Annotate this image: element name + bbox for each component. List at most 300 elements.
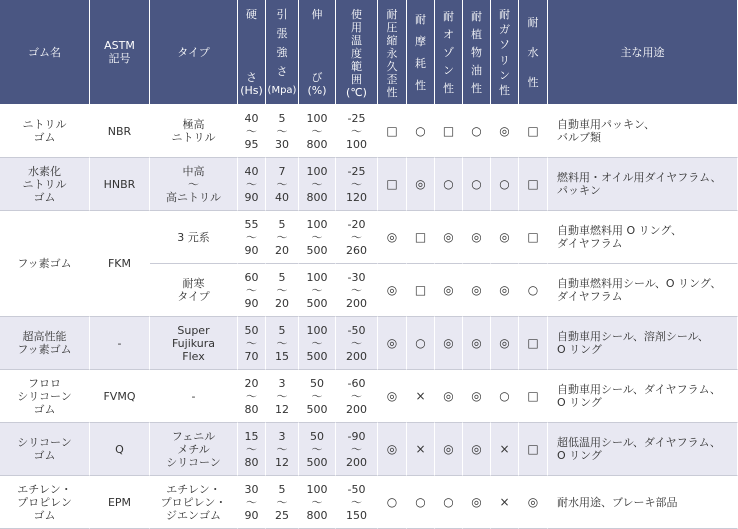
header-temperature bbox=[336, 0, 378, 105]
main-use-line: 燃料用・オイル用ダイヤフラム、 bbox=[557, 171, 722, 184]
header-char: ガ bbox=[499, 23, 510, 37]
astm-code: HNBR bbox=[103, 177, 136, 191]
hardness-value-line: 50 bbox=[244, 323, 259, 337]
rating-cell bbox=[378, 264, 407, 317]
temperature-value bbox=[346, 271, 367, 310]
hardness-value-line: 90 bbox=[244, 508, 259, 522]
temperature-value bbox=[346, 218, 367, 257]
type-cell bbox=[150, 476, 238, 529]
header-unit: (Hs) bbox=[240, 84, 263, 97]
elongation-cell bbox=[299, 158, 336, 211]
elongation-value bbox=[307, 218, 328, 257]
header-elongation-bottom bbox=[307, 71, 326, 97]
temperature-cell bbox=[336, 158, 378, 211]
rubber-name-line: 水素化 bbox=[28, 164, 61, 178]
rubber-type bbox=[172, 118, 216, 144]
hardness-value-line: 〜 bbox=[246, 124, 257, 138]
main-use-line: 自動車用パッキン、 bbox=[557, 118, 656, 131]
rating-cell bbox=[378, 370, 407, 423]
temperature-value-line: -20 bbox=[347, 217, 366, 231]
tensile-value-line: 5 bbox=[278, 482, 286, 496]
main-use-text bbox=[557, 171, 721, 197]
rubber-type-line: タイプ bbox=[177, 290, 210, 303]
tensile-cell bbox=[266, 476, 299, 529]
temperature-cell bbox=[336, 476, 378, 529]
rating-symbol: ◎ bbox=[471, 388, 482, 403]
rubber-type bbox=[166, 430, 221, 469]
temperature-cell bbox=[336, 105, 378, 158]
header-astm-text bbox=[104, 39, 135, 65]
rating-cell bbox=[463, 423, 491, 476]
tensile-value-line: 25 bbox=[275, 508, 289, 522]
rating-symbol: □ bbox=[414, 282, 427, 297]
rating-cell bbox=[463, 211, 491, 264]
tensile-value-line: 5 bbox=[278, 217, 286, 231]
rating-symbol: ◎ bbox=[386, 441, 398, 456]
tensile-cell bbox=[266, 211, 299, 264]
rubber-type-line: シリコーン bbox=[166, 455, 221, 469]
rating-symbol: ◎ bbox=[443, 388, 454, 403]
header-char: 水 bbox=[527, 45, 539, 59]
header-tensile bbox=[266, 0, 299, 105]
rating-symbol: ◎ bbox=[499, 229, 510, 244]
rating-symbol: ◎ bbox=[443, 282, 454, 297]
rubber-type-line: エチレン・ bbox=[166, 482, 221, 496]
hardness-value-line: 60 bbox=[244, 270, 259, 284]
rubber-type-line: ジエンゴム bbox=[165, 508, 221, 522]
elongation-value-line: 〜 bbox=[311, 442, 323, 456]
rating-symbol: □ bbox=[442, 123, 455, 138]
header-gasoline bbox=[491, 0, 519, 105]
temperature-value-line: 200 bbox=[346, 402, 367, 416]
type-cell bbox=[150, 211, 238, 264]
elongation-value-line: 500 bbox=[306, 349, 328, 363]
main-use-line: ダイヤフラム bbox=[557, 237, 623, 250]
rubber-name-line: 超高性能 bbox=[22, 330, 67, 343]
temperature-cell bbox=[336, 370, 378, 423]
tensile-cell bbox=[266, 158, 299, 211]
header-text: 主な用途 bbox=[620, 45, 665, 59]
temperature-value-line: -25 bbox=[347, 164, 366, 178]
header-char: 耐 bbox=[527, 16, 539, 30]
rating-symbol: ○ bbox=[443, 494, 454, 509]
elongation-value-line: 50 bbox=[310, 376, 324, 390]
tensile-cell bbox=[266, 423, 299, 476]
header-char: 性 bbox=[499, 83, 510, 97]
rubber-name-line: シリコーン bbox=[17, 389, 72, 403]
rubber-name bbox=[23, 118, 67, 144]
main-use-line: ダイヤフラム bbox=[557, 290, 623, 303]
main-use-cell bbox=[548, 370, 738, 423]
hardness-value bbox=[245, 112, 259, 151]
tensile-value-line: 5 bbox=[278, 323, 286, 337]
rating-cell bbox=[407, 105, 435, 158]
rating-symbol: ◎ bbox=[415, 176, 426, 191]
hardness-value bbox=[245, 430, 259, 469]
rubber-name bbox=[23, 165, 67, 204]
rating-symbol: □ bbox=[527, 335, 539, 350]
header-char: 性 bbox=[415, 79, 426, 93]
hardness-value-line: 55 bbox=[244, 217, 259, 231]
astm-code-cell bbox=[90, 423, 150, 476]
rating-symbol: ○ bbox=[471, 123, 482, 138]
main-use-line: バルブ類 bbox=[557, 131, 601, 144]
rating-symbol: ◎ bbox=[527, 494, 539, 509]
header-char: 摩 bbox=[415, 34, 426, 48]
rubber-name bbox=[17, 377, 72, 416]
hardness-value-line: 40 bbox=[244, 111, 259, 125]
elongation-value-line: 800 bbox=[306, 508, 328, 522]
header-water bbox=[519, 0, 548, 105]
main-use-line: 自動車用シール、ダイヤフラム、 bbox=[557, 383, 721, 396]
rating-cell bbox=[407, 211, 435, 264]
temperature-value-line: 120 bbox=[346, 190, 367, 204]
main-use-line: 耐水用途、ブレーキ部品 bbox=[557, 495, 678, 509]
tensile-value-line: 〜 bbox=[276, 283, 288, 297]
elongation-value-line: 〜 bbox=[311, 177, 323, 191]
temperature-value bbox=[346, 430, 367, 469]
hardness-value-line: 90 bbox=[244, 296, 259, 310]
header-char: 強 bbox=[276, 46, 288, 59]
tensile-value-line: 3 bbox=[278, 376, 286, 390]
tensile-cell bbox=[266, 264, 299, 317]
rating-symbol: □ bbox=[527, 388, 539, 403]
rubber-name-line: ゴム bbox=[33, 402, 56, 416]
header-char: (Mpa) bbox=[267, 85, 297, 96]
elongation-value bbox=[307, 112, 328, 151]
rubber-name-line: シリコーン bbox=[17, 436, 72, 449]
header-char: 植 bbox=[471, 28, 482, 42]
elongation-value-line: 500 bbox=[306, 243, 328, 257]
elongation-value bbox=[307, 324, 328, 363]
tensile-value-line: 5 bbox=[278, 270, 286, 284]
header-astm-text-line: ASTM bbox=[104, 39, 135, 52]
rating-symbol: ○ bbox=[443, 176, 454, 191]
astm-code-cell bbox=[90, 317, 150, 370]
rating-symbol: ○ bbox=[527, 282, 539, 297]
rating-cell bbox=[378, 317, 407, 370]
hardness-value bbox=[245, 271, 259, 310]
rating-cell bbox=[491, 423, 519, 476]
tensile-value-line: 〜 bbox=[276, 177, 288, 191]
rubber-type-line: 耐寒 bbox=[182, 277, 205, 290]
astm-code: FKM bbox=[107, 257, 132, 270]
header-compression-set bbox=[378, 0, 407, 105]
rubber-name bbox=[17, 257, 71, 270]
header-char: 度 bbox=[351, 47, 362, 60]
tensile-value-line: 12 bbox=[275, 455, 289, 469]
main-use-line: 自動車燃料用シール、O リング、 bbox=[557, 277, 722, 290]
rubber-type-line: Super bbox=[177, 323, 210, 337]
elongation-cell bbox=[299, 264, 336, 317]
header-char: 温 bbox=[351, 34, 362, 47]
rubber-name-line: ゴム bbox=[33, 190, 56, 204]
rating-symbol: □ bbox=[527, 123, 539, 138]
main-use-text bbox=[557, 496, 678, 509]
header-unit: (%) bbox=[307, 84, 327, 97]
rating-symbol: □ bbox=[414, 229, 427, 244]
tensile-value-line: 〜 bbox=[276, 230, 288, 244]
rating-cell bbox=[435, 158, 463, 211]
hardness-cell bbox=[238, 423, 266, 476]
rubber-type bbox=[172, 324, 215, 363]
hardness-value bbox=[245, 165, 259, 204]
rating-symbol: □ bbox=[527, 229, 539, 244]
rating-cell bbox=[463, 317, 491, 370]
header-char: 用 bbox=[351, 21, 362, 34]
rubber-type-line: 高ニトリル bbox=[166, 190, 221, 204]
rating-cell bbox=[463, 476, 491, 529]
header-char: リ bbox=[499, 53, 510, 67]
elongation-value bbox=[307, 430, 328, 469]
header-char: 永 bbox=[386, 47, 398, 60]
elongation-value-line: 500 bbox=[306, 402, 328, 416]
rating-symbol: ◎ bbox=[471, 229, 482, 244]
header-char: 囲 bbox=[351, 73, 362, 86]
header-char: 使 bbox=[351, 8, 362, 21]
header-char: 耐 bbox=[386, 8, 398, 21]
rubber-name-line: ニトリル bbox=[22, 118, 67, 131]
elongation-value-line: 800 bbox=[306, 137, 328, 151]
tensile-value bbox=[275, 430, 289, 469]
header-char: 耐 bbox=[471, 10, 482, 24]
type-cell bbox=[150, 370, 238, 423]
main-use-cell bbox=[548, 423, 738, 476]
rating-symbol: × bbox=[415, 441, 426, 456]
temperature-value-line: -30 bbox=[347, 270, 366, 284]
main-use-line: O リング bbox=[557, 343, 602, 356]
rating-symbol: ◎ bbox=[471, 282, 482, 297]
header-rubber-name bbox=[0, 0, 90, 105]
main-use-cell bbox=[548, 264, 738, 317]
hardness-value-line: 〜 bbox=[246, 442, 257, 456]
hardness-cell bbox=[238, 105, 266, 158]
rating-cell bbox=[519, 264, 548, 317]
header-char: 圧 bbox=[386, 21, 398, 34]
header-char: 縮 bbox=[386, 34, 398, 47]
rating-symbol: ○ bbox=[499, 176, 510, 191]
main-use-line: O リング bbox=[557, 396, 602, 409]
hardness-value bbox=[245, 218, 259, 257]
hardness-cell bbox=[238, 317, 266, 370]
main-use-cell bbox=[548, 211, 738, 264]
header-char: 耗 bbox=[415, 57, 426, 71]
rating-cell bbox=[378, 423, 407, 476]
elongation-cell bbox=[299, 370, 336, 423]
main-use-cell bbox=[548, 317, 738, 370]
hardness-value-line: 〜 bbox=[246, 230, 257, 244]
rating-symbol: ◎ bbox=[471, 441, 482, 456]
header-char: 性 bbox=[443, 81, 454, 95]
header-char: さ bbox=[276, 65, 288, 78]
header-char: 久 bbox=[386, 60, 398, 73]
rubber-name-line: フッ素ゴム bbox=[17, 343, 72, 356]
type-cell bbox=[150, 105, 238, 158]
temperature-value-line: 260 bbox=[346, 243, 367, 257]
temperature-value-line: 200 bbox=[346, 349, 367, 363]
elongation-cell bbox=[299, 105, 336, 158]
rubber-name-line: フロロ bbox=[28, 376, 61, 390]
rating-cell bbox=[519, 423, 548, 476]
hardness-value-line: 90 bbox=[244, 190, 259, 204]
rating-symbol: ◎ bbox=[386, 335, 398, 350]
temperature-value-line: -50 bbox=[347, 482, 366, 496]
tensile-value bbox=[275, 324, 289, 363]
rating-cell bbox=[435, 317, 463, 370]
tensile-cell bbox=[266, 317, 299, 370]
header-char: 耐 bbox=[415, 12, 426, 26]
hardness-value-line: 80 bbox=[244, 455, 259, 469]
elongation-value-line: 〜 bbox=[311, 336, 323, 350]
rating-cell bbox=[407, 158, 435, 211]
rubber-type-line: 極高 bbox=[182, 118, 205, 131]
hardness-value-line: 〜 bbox=[246, 389, 257, 403]
temperature-value-line: 100 bbox=[346, 137, 367, 151]
rubber-name-cell bbox=[0, 423, 90, 476]
hardness-value bbox=[245, 324, 259, 363]
tensile-value-line: 15 bbox=[275, 349, 289, 363]
main-use-cell bbox=[548, 105, 738, 158]
rubber-type-line: プロピレン・ bbox=[160, 495, 227, 509]
elongation-value-line: 〜 bbox=[311, 283, 323, 297]
rating-symbol: × bbox=[499, 494, 510, 509]
rubber-type-line: 〜 bbox=[188, 177, 199, 191]
header-char: 耐 bbox=[443, 10, 454, 24]
type-cell bbox=[150, 158, 238, 211]
elongation-value-line: 100 bbox=[306, 323, 328, 337]
elongation-cell bbox=[299, 476, 336, 529]
rubber-type-line: Flex bbox=[182, 349, 205, 363]
header-char: 性 bbox=[527, 75, 539, 89]
hardness-value-line: 30 bbox=[244, 482, 259, 496]
elongation-value-line: 〜 bbox=[311, 495, 323, 509]
main-use-text bbox=[557, 118, 655, 144]
main-use-line: 自動車用シール、溶剤シール、 bbox=[557, 330, 709, 343]
rubber-name-cell bbox=[0, 105, 90, 158]
main-use-line: O リング bbox=[557, 449, 602, 462]
astm-code-cell bbox=[90, 476, 150, 529]
rating-symbol: ○ bbox=[415, 494, 426, 509]
tensile-value-line: 20 bbox=[275, 243, 289, 257]
rating-cell bbox=[491, 264, 519, 317]
rating-symbol: ◎ bbox=[471, 335, 482, 350]
header-char: ン bbox=[443, 63, 454, 77]
rating-cell bbox=[491, 105, 519, 158]
hardness-value-line: 40 bbox=[244, 164, 259, 178]
header-char: 性 bbox=[386, 86, 398, 99]
header-hardness-bottom bbox=[240, 71, 263, 97]
temperature-value-line: 〜 bbox=[351, 389, 362, 403]
rating-cell bbox=[519, 158, 548, 211]
rating-cell bbox=[463, 370, 491, 423]
rubber-type bbox=[177, 231, 210, 244]
elongation-value-line: 〜 bbox=[311, 230, 323, 244]
elongation-value-line: 50 bbox=[310, 429, 324, 443]
tensile-cell bbox=[266, 370, 299, 423]
rating-symbol: ◎ bbox=[386, 388, 398, 403]
elongation-value bbox=[307, 165, 328, 204]
hardness-value-line: 〜 bbox=[246, 336, 257, 350]
temperature-cell bbox=[336, 423, 378, 476]
header-char: 物 bbox=[471, 45, 482, 59]
rubber-name-line: ニトリル bbox=[22, 177, 67, 191]
hardness-value-line: 15 bbox=[244, 429, 259, 443]
header-veg-oil bbox=[463, 0, 491, 105]
rubber-name-cell bbox=[0, 317, 90, 370]
header-char: ゾ bbox=[443, 45, 454, 59]
temperature-value-line: 〜 bbox=[351, 442, 362, 456]
rating-symbol: ○ bbox=[415, 335, 426, 350]
temperature-value-line: -90 bbox=[347, 429, 366, 443]
rating-cell bbox=[378, 158, 407, 211]
header-elongation-top: 伸 bbox=[311, 8, 323, 21]
rating-symbol: ◎ bbox=[386, 229, 398, 244]
tensile-value bbox=[275, 112, 289, 151]
rating-symbol: ◎ bbox=[499, 335, 510, 350]
rating-cell bbox=[463, 158, 491, 211]
temperature-value-line: 〜 bbox=[351, 283, 362, 297]
rating-cell bbox=[519, 105, 548, 158]
temperature-value bbox=[346, 483, 367, 522]
rating-cell bbox=[519, 476, 548, 529]
main-use-text bbox=[557, 277, 721, 303]
hardness-value-line: 80 bbox=[244, 402, 259, 416]
header-char: 引 bbox=[276, 8, 288, 21]
rating-cell bbox=[435, 423, 463, 476]
tensile-value-line: 7 bbox=[278, 164, 286, 178]
astm-code: NBR bbox=[107, 124, 132, 138]
elongation-value-line: 100 bbox=[306, 270, 328, 284]
temperature-value-line: 〜 bbox=[351, 177, 362, 191]
rubber-type bbox=[177, 277, 209, 303]
hardness-value-line: 70 bbox=[244, 349, 259, 363]
header-char: ソ bbox=[499, 38, 510, 52]
tensile-value bbox=[275, 377, 289, 416]
rating-symbol: ◎ bbox=[386, 282, 398, 297]
header-abrasion bbox=[407, 0, 435, 105]
header-type bbox=[150, 0, 238, 105]
rubber-name bbox=[17, 483, 72, 522]
hardness-value-line: 95 bbox=[244, 137, 259, 151]
tensile-value-line: 20 bbox=[275, 296, 289, 310]
tensile-value-line: 〜 bbox=[276, 336, 288, 350]
header-char: さ bbox=[246, 71, 257, 84]
header-ozone bbox=[435, 0, 463, 105]
header-char: 耐 bbox=[499, 8, 510, 21]
header-hardness-top: 硬 bbox=[246, 8, 257, 21]
tensile-value-line: 〜 bbox=[276, 124, 288, 138]
rubber-name-cell bbox=[0, 476, 90, 529]
main-use-cell bbox=[548, 476, 738, 529]
header-char: 油 bbox=[471, 63, 482, 77]
temperature-value-line: 〜 bbox=[351, 336, 362, 350]
rating-cell bbox=[407, 317, 435, 370]
rating-cell bbox=[491, 476, 519, 529]
hardness-cell bbox=[238, 211, 266, 264]
header-char: ン bbox=[499, 68, 510, 82]
header-char: オ bbox=[443, 28, 454, 42]
temperature-value-line: 150 bbox=[346, 508, 367, 522]
rating-cell bbox=[491, 370, 519, 423]
astm-code-cell bbox=[90, 370, 150, 423]
rating-symbol: ◎ bbox=[443, 441, 454, 456]
header-text: タイプ bbox=[177, 45, 210, 59]
rubber-type-line: メチル bbox=[177, 442, 210, 456]
rating-symbol: □ bbox=[527, 176, 539, 191]
rating-cell bbox=[407, 476, 435, 529]
tensile-value-line: 〜 bbox=[276, 495, 288, 509]
hardness-value-line: 〜 bbox=[246, 495, 257, 509]
